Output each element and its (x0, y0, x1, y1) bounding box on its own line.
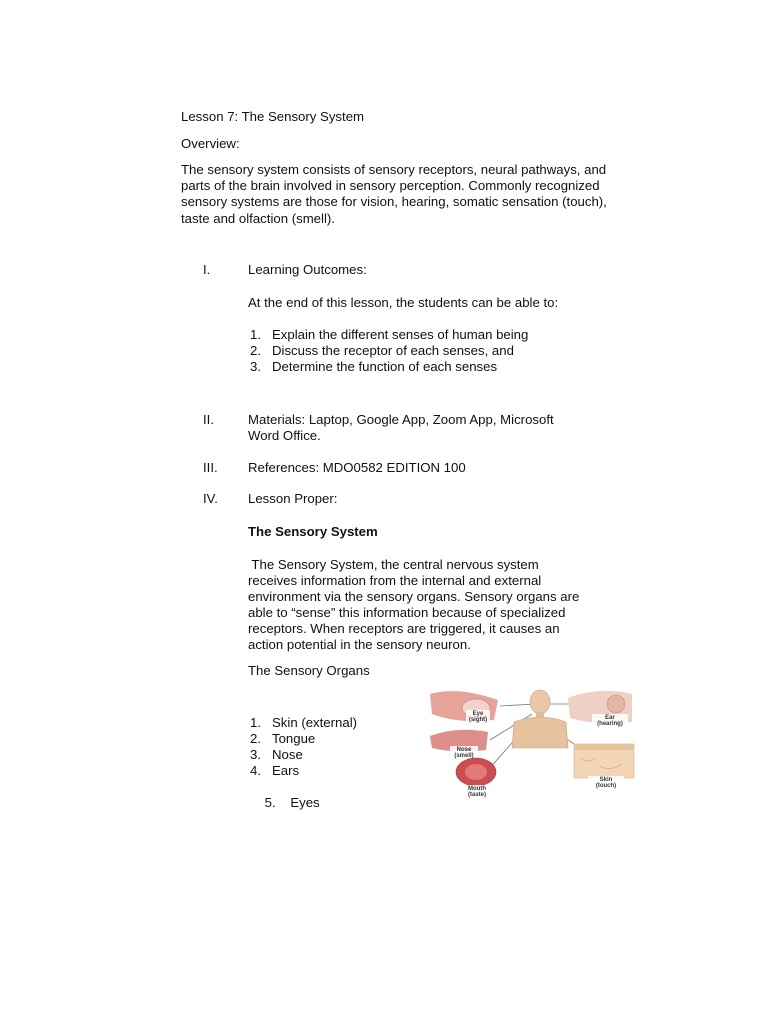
list-text: Determine the function of each senses (272, 359, 498, 374)
mouth-sub-label: (taste) (467, 792, 487, 798)
list-item (250, 359, 497, 375)
overview-paragraph: The sensory system consists of sensory receptors, neural pathways, and parts of the brain involved in sensory perception. Commonly recognized sensory systems are those for vision, hearing, somatic sensation (touch), taste and olfaction (smell). (181, 162, 607, 226)
paragraph-line: action potential in the sensory neuron. (248, 637, 471, 652)
ear-sub-label: (hearing) (597, 721, 623, 727)
materials-line: Materials: Laptop, Google App, Zoom App, Microsoft (248, 412, 554, 427)
list-number: 1. (250, 715, 261, 730)
nose-illustration (430, 730, 488, 759)
learning-outcomes-heading: Learning Outcomes: (248, 262, 367, 277)
paragraph-line: receives information from the internal and external (248, 573, 542, 588)
lesson-proper-heading: Lesson Proper: (248, 491, 338, 506)
list-text: Discuss the receptor of each senses, and (272, 343, 514, 358)
list-text: Skin (external) (272, 715, 358, 730)
skin-illustration (574, 744, 634, 789)
list-text: Ears (272, 763, 300, 778)
lesson-title: Lesson 7: The Sensory System (181, 109, 365, 124)
eye-illustration (430, 691, 498, 723)
list-number: 1. (250, 327, 261, 342)
overview-label: Overview: (181, 136, 240, 151)
sensory-system-subheading: The Sensory System (248, 524, 378, 539)
section-numeral: IV. (203, 491, 218, 506)
skin-label: Skin (599, 777, 613, 783)
list-number: 2. (250, 731, 261, 746)
sensory-organs-illustration (428, 688, 642, 800)
paragraph-line: able to “sense” this information because of specialized (248, 605, 566, 620)
paragraph-line: receptors. When receptors are triggered, it causes an (248, 621, 560, 636)
list-number: 5. (264, 795, 276, 811)
human-torso (512, 690, 568, 748)
mouth-label: Mouth (468, 786, 486, 792)
paragraph-line: The Sensory System, the central nervous system (248, 557, 539, 572)
list-number: 2. (250, 343, 261, 358)
list-item (250, 747, 303, 763)
list-text: Nose (272, 747, 303, 762)
skin-sub-label: (touch) (595, 783, 617, 789)
section-numeral: II. (203, 412, 214, 427)
references-text: References: MDO0582 EDITION 100 (248, 460, 466, 475)
list-text: Explain the different senses of human being (272, 327, 529, 342)
eye-label: Eye (472, 711, 484, 717)
section-numeral: I. (203, 262, 211, 277)
materials-line: Word Office. (248, 428, 321, 443)
list-item (250, 715, 357, 731)
list-number: 3. (250, 359, 261, 374)
list-item (250, 343, 514, 359)
section-numeral: III. (203, 460, 218, 475)
paragraph-line: environment via the sensory organs. Sensory organs are (248, 589, 580, 604)
ear-label: Ear (605, 715, 615, 721)
eye-sub-label: (sight) (468, 717, 488, 723)
ear-illustration (568, 691, 632, 727)
list-number: 3. (250, 747, 261, 762)
list-text: Tongue (272, 731, 316, 746)
learning-outcomes-intro: At the end of this lesson, the students can be able to: (248, 295, 559, 310)
nose-sub-label: (smell) (454, 753, 474, 759)
list-item (250, 327, 528, 343)
list-number: 4. (250, 763, 261, 778)
list-text: Eyes (286, 795, 320, 811)
list-item (250, 763, 299, 779)
list-item (250, 731, 315, 747)
list-item (250, 779, 320, 828)
mouth-illustration (456, 758, 496, 798)
sensory-organs-heading: The Sensory Organs (248, 663, 370, 678)
nose-label: Nose (456, 747, 472, 753)
